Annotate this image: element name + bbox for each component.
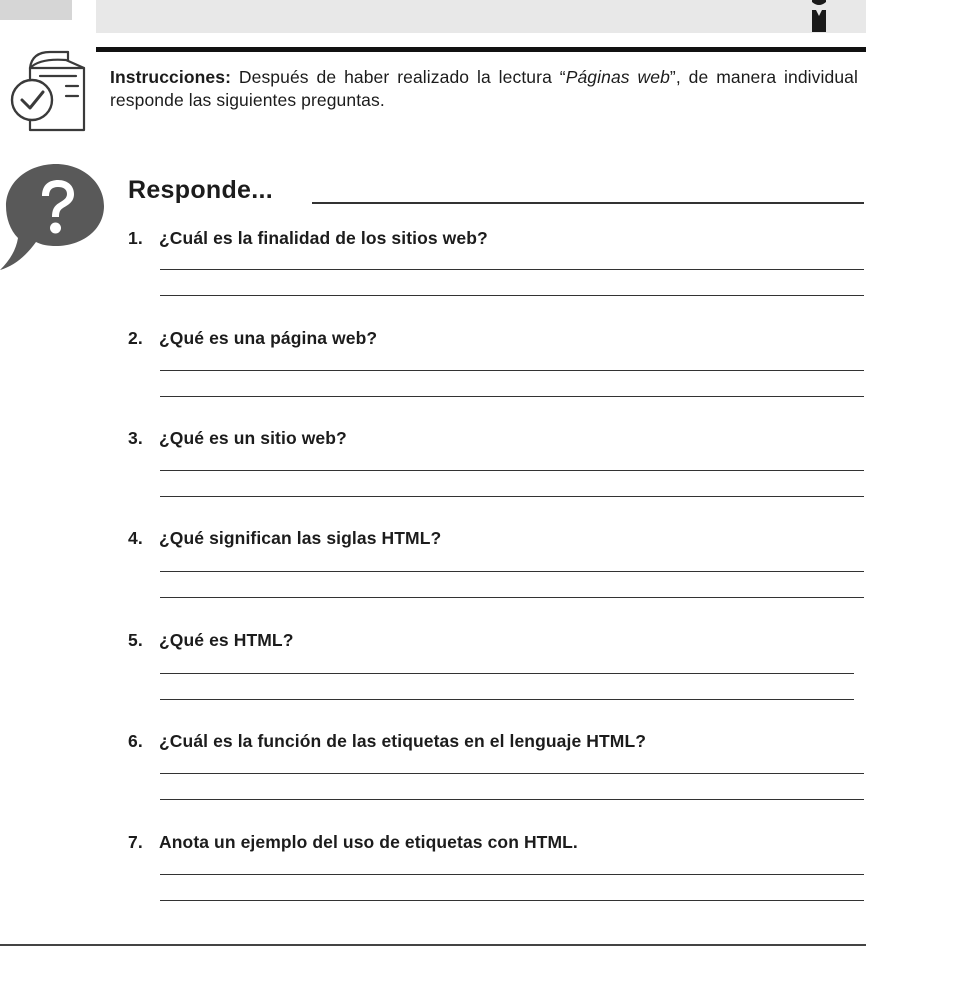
question-text: ¿Cuál es la finalidad de los sitios web? bbox=[159, 228, 488, 248]
section-heading: Responde... bbox=[128, 176, 273, 204]
header-rule bbox=[96, 47, 866, 52]
answer-line-2b[interactable] bbox=[160, 396, 864, 397]
question-text: ¿Qué es HTML? bbox=[159, 630, 294, 650]
answer-line-2a[interactable] bbox=[160, 370, 864, 371]
question-number: 6. bbox=[128, 731, 143, 751]
answer-line-5a[interactable] bbox=[160, 673, 854, 674]
question-number: 7. bbox=[128, 832, 143, 852]
question-7 bbox=[128, 832, 578, 853]
question-2 bbox=[128, 328, 377, 349]
answer-line-1a[interactable] bbox=[160, 269, 864, 270]
header-tab-decoration bbox=[0, 0, 72, 20]
instructions-text-after: ”, de manera individual responde las siguientes preguntas. bbox=[110, 67, 858, 110]
answer-line-3b[interactable] bbox=[160, 496, 864, 497]
question-1 bbox=[128, 228, 488, 249]
heading-underline bbox=[312, 202, 864, 204]
instructions-label: Instrucciones: bbox=[110, 67, 232, 87]
answer-line-1b[interactable] bbox=[160, 295, 864, 296]
book-check-icon bbox=[10, 46, 92, 134]
answer-line-5b[interactable] bbox=[160, 699, 854, 700]
footer-rule bbox=[0, 944, 866, 946]
question-text: Anota un ejemplo del uso de etiquetas con HTML. bbox=[159, 832, 578, 852]
answer-line-3a[interactable] bbox=[160, 470, 864, 471]
answer-line-4a[interactable] bbox=[160, 571, 864, 572]
question-number: 4. bbox=[128, 528, 143, 548]
question-text: ¿Qué es una página web? bbox=[159, 328, 378, 348]
answer-line-4b[interactable] bbox=[160, 597, 864, 598]
question-6 bbox=[128, 731, 646, 752]
question-number: 5. bbox=[128, 630, 143, 650]
person-icon bbox=[812, 0, 826, 32]
question-text: ¿Qué significan las siglas HTML? bbox=[159, 528, 442, 548]
question-number: 2. bbox=[128, 328, 143, 348]
answer-line-7a[interactable] bbox=[160, 874, 864, 875]
question-bubble-icon bbox=[0, 160, 112, 272]
question-number: 3. bbox=[128, 428, 143, 448]
question-4 bbox=[128, 528, 441, 549]
answer-line-6b[interactable] bbox=[160, 799, 864, 800]
answer-line-6a[interactable] bbox=[160, 773, 864, 774]
header-band bbox=[96, 0, 866, 33]
question-5 bbox=[128, 630, 294, 651]
question-text: ¿Qué es un sitio web? bbox=[159, 428, 347, 448]
instructions-text-before: Después de haber realizado la lectura “ bbox=[231, 67, 566, 87]
question-text: ¿Cuál es la función de las etiquetas en el lenguaje HTML? bbox=[159, 731, 647, 751]
answer-line-7b[interactable] bbox=[160, 900, 864, 901]
question-number: 1. bbox=[128, 228, 143, 248]
reading-title: Páginas web bbox=[565, 67, 670, 87]
instructions-text bbox=[110, 66, 858, 112]
question-3 bbox=[128, 428, 347, 449]
